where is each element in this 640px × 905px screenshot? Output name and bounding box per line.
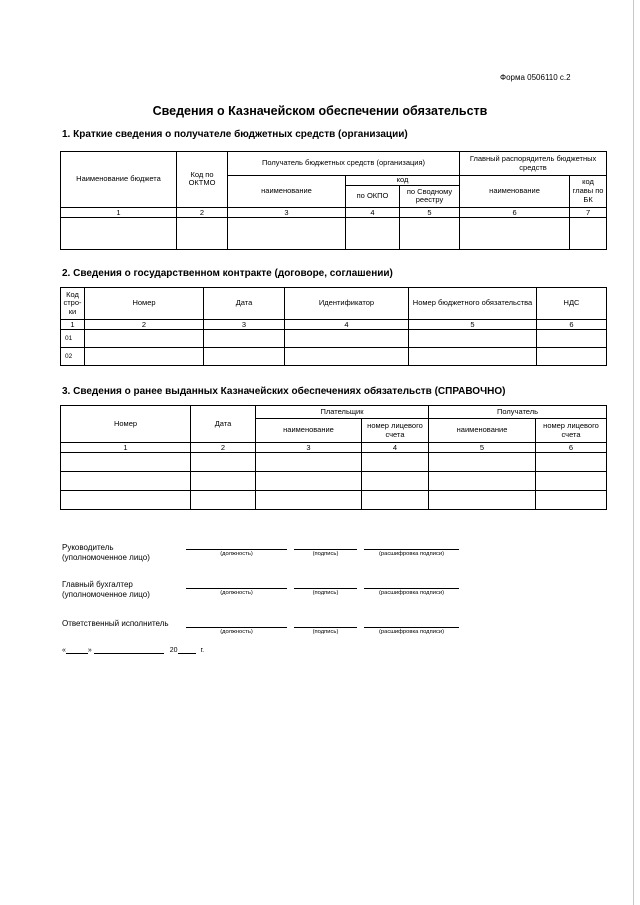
col-number-label: 3 bbox=[256, 443, 362, 453]
data-cell[interactable] bbox=[362, 491, 429, 510]
data-cell[interactable] bbox=[409, 330, 537, 348]
data-cell[interactable] bbox=[191, 491, 256, 510]
col-oktmo: Код по ОКТМО bbox=[177, 152, 228, 208]
data-cell-oktmo[interactable] bbox=[177, 217, 228, 249]
data-cell[interactable] bbox=[61, 491, 191, 510]
data-cell[interactable] bbox=[285, 330, 409, 348]
col-manager-name: наименование bbox=[460, 176, 570, 208]
col-number: 3 bbox=[228, 207, 346, 217]
head-signature-label: Руководитель (уполномоченное лицо) bbox=[62, 543, 150, 562]
data-cell[interactable] bbox=[285, 348, 409, 366]
col-payer-group: Плательщик bbox=[256, 406, 429, 419]
decoding-caption: (расшифровка подписи) bbox=[378, 551, 445, 557]
table-row bbox=[61, 491, 607, 510]
row-code: 01 bbox=[61, 330, 85, 348]
col-number: Номер bbox=[61, 406, 191, 443]
page-title: Сведения о Казначейском обеспечении обязательств bbox=[152, 104, 488, 118]
data-cell[interactable] bbox=[85, 348, 204, 366]
previous-guarantees-table bbox=[60, 405, 607, 510]
col-number: 2 bbox=[177, 207, 228, 217]
col-number-label: 4 bbox=[285, 320, 409, 330]
col-payer-account: номер лицевого счета bbox=[362, 419, 429, 443]
col-budget-name: Наименование бюджета bbox=[61, 152, 177, 208]
date-line bbox=[62, 646, 204, 654]
data-cell-recipient-name[interactable] bbox=[228, 217, 346, 249]
date-close-quote: » bbox=[87, 647, 92, 654]
position-caption: (должность) bbox=[220, 551, 253, 557]
col-chapter-code: код главы по БК bbox=[570, 176, 607, 208]
data-cell[interactable] bbox=[256, 453, 362, 472]
executor-decoding-line[interactable] bbox=[364, 627, 459, 628]
col-number-label: 1 bbox=[61, 443, 191, 453]
col-number-label: 4 bbox=[362, 443, 429, 453]
col-date: Дата bbox=[204, 288, 285, 320]
col-recipient-group: Получатель bbox=[429, 406, 607, 419]
data-cell-budget-name[interactable] bbox=[61, 217, 177, 249]
col-recipient-account: номер лицевого счета bbox=[536, 419, 607, 443]
date-month-field[interactable] bbox=[94, 646, 164, 654]
decoding-caption: (расшифровка подписи) bbox=[378, 629, 445, 635]
date-day-field[interactable] bbox=[66, 646, 88, 654]
data-cell-okpo[interactable] bbox=[346, 217, 400, 249]
col-payer-name: наименование bbox=[256, 419, 362, 443]
data-cell-chapter-code[interactable] bbox=[570, 217, 607, 249]
data-cell[interactable] bbox=[61, 472, 191, 491]
col-row-code: Код стро- ки bbox=[61, 288, 85, 320]
table-row bbox=[61, 472, 607, 491]
col-number: 4 bbox=[346, 207, 400, 217]
accountant-decoding-line[interactable] bbox=[364, 588, 459, 589]
table-row bbox=[61, 453, 607, 472]
row-code: 02 bbox=[61, 348, 85, 366]
col-identifier: Идентификатор bbox=[285, 288, 409, 320]
col-number: Номер bbox=[85, 288, 204, 320]
data-cell[interactable] bbox=[429, 491, 536, 510]
data-cell[interactable] bbox=[85, 330, 204, 348]
data-cell[interactable] bbox=[429, 453, 536, 472]
section2-title: 2. Сведения о государственном контракте (договоре, соглашении) bbox=[62, 268, 393, 279]
signature-caption: (подпись) bbox=[312, 590, 339, 596]
col-code-group: код bbox=[346, 176, 460, 186]
data-cell[interactable] bbox=[536, 472, 607, 491]
col-number-label: 5 bbox=[429, 443, 536, 453]
col-number: 5 bbox=[400, 207, 460, 217]
col-recipient-name: наименование bbox=[429, 419, 536, 443]
col-recipient-group: Получатель бюджетных средств (организация) bbox=[228, 152, 460, 176]
data-cell[interactable] bbox=[362, 472, 429, 491]
table-row bbox=[61, 330, 607, 348]
date-year-field[interactable] bbox=[178, 646, 196, 654]
data-cell[interactable] bbox=[409, 348, 537, 366]
col-number-label: 1 bbox=[61, 320, 85, 330]
col-number-label: 3 bbox=[204, 320, 285, 330]
col-recipient-name: наименование bbox=[228, 176, 346, 208]
executor-position-line[interactable] bbox=[186, 627, 287, 628]
date-open-quote: « bbox=[62, 647, 66, 654]
data-cell[interactable] bbox=[256, 491, 362, 510]
col-date: Дата bbox=[191, 406, 256, 443]
data-cell[interactable] bbox=[204, 330, 285, 348]
signature-caption: (подпись) bbox=[312, 551, 339, 557]
section3-title: 3. Сведения о ранее выданных Казначейских обеспечениях обязательств (СПРАВОЧНО) bbox=[62, 386, 506, 397]
head-position-line[interactable] bbox=[186, 549, 287, 550]
section1-title: 1. Краткие сведения о получателе бюджетных средств (организации) bbox=[62, 129, 408, 140]
data-cell[interactable] bbox=[191, 453, 256, 472]
data-cell[interactable] bbox=[204, 348, 285, 366]
col-number-label: 2 bbox=[85, 320, 204, 330]
col-number-label: 6 bbox=[537, 320, 607, 330]
col-number-label: 6 bbox=[536, 443, 607, 453]
data-cell[interactable] bbox=[536, 453, 607, 472]
recipient-table bbox=[60, 151, 607, 250]
data-cell[interactable] bbox=[191, 472, 256, 491]
col-number: 1 bbox=[61, 207, 177, 217]
contract-table bbox=[60, 287, 607, 366]
head-decoding-line[interactable] bbox=[364, 549, 459, 550]
data-cell[interactable] bbox=[537, 348, 607, 366]
col-vat: НДС bbox=[537, 288, 607, 320]
executor-signature-line[interactable] bbox=[294, 627, 357, 628]
position-caption: (должность) bbox=[220, 629, 253, 635]
accountant-position-line[interactable] bbox=[186, 588, 287, 589]
col-registry: по Сводному реестру bbox=[400, 185, 460, 207]
accountant-signature-line[interactable] bbox=[294, 588, 357, 589]
col-okpo: по ОКПО bbox=[346, 185, 400, 207]
col-obligation-number: Номер бюджетного обязательства bbox=[409, 288, 537, 320]
col-number-label: 2 bbox=[191, 443, 256, 453]
col-manager-group: Главный распорядитель бюджетных средств bbox=[460, 152, 607, 176]
position-caption: (должность) bbox=[220, 590, 253, 596]
table-row bbox=[61, 348, 607, 366]
form-number: Форма 0506110 с.2 bbox=[500, 73, 571, 82]
data-cell-registry[interactable] bbox=[400, 217, 460, 249]
col-number: 7 bbox=[570, 207, 607, 217]
executor-signature-label: Ответственный исполнитель bbox=[62, 619, 169, 628]
date-year-prefix: 20 bbox=[169, 647, 178, 654]
data-cell[interactable] bbox=[61, 453, 191, 472]
data-cell[interactable] bbox=[256, 472, 362, 491]
accountant-signature-label: Главный бухгалтер (уполномоченное лицо) bbox=[62, 580, 150, 599]
head-signature-line[interactable] bbox=[294, 549, 357, 550]
page-edge bbox=[633, 0, 634, 905]
data-cell[interactable] bbox=[537, 330, 607, 348]
data-cell[interactable] bbox=[362, 453, 429, 472]
col-number-label: 5 bbox=[409, 320, 537, 330]
col-number: 6 bbox=[460, 207, 570, 217]
date-year-suffix: г. bbox=[200, 647, 205, 654]
decoding-caption: (расшифровка подписи) bbox=[378, 590, 445, 596]
data-cell[interactable] bbox=[429, 472, 536, 491]
data-cell-manager-name[interactable] bbox=[460, 217, 570, 249]
signature-caption: (подпись) bbox=[312, 629, 339, 635]
data-cell[interactable] bbox=[536, 491, 607, 510]
